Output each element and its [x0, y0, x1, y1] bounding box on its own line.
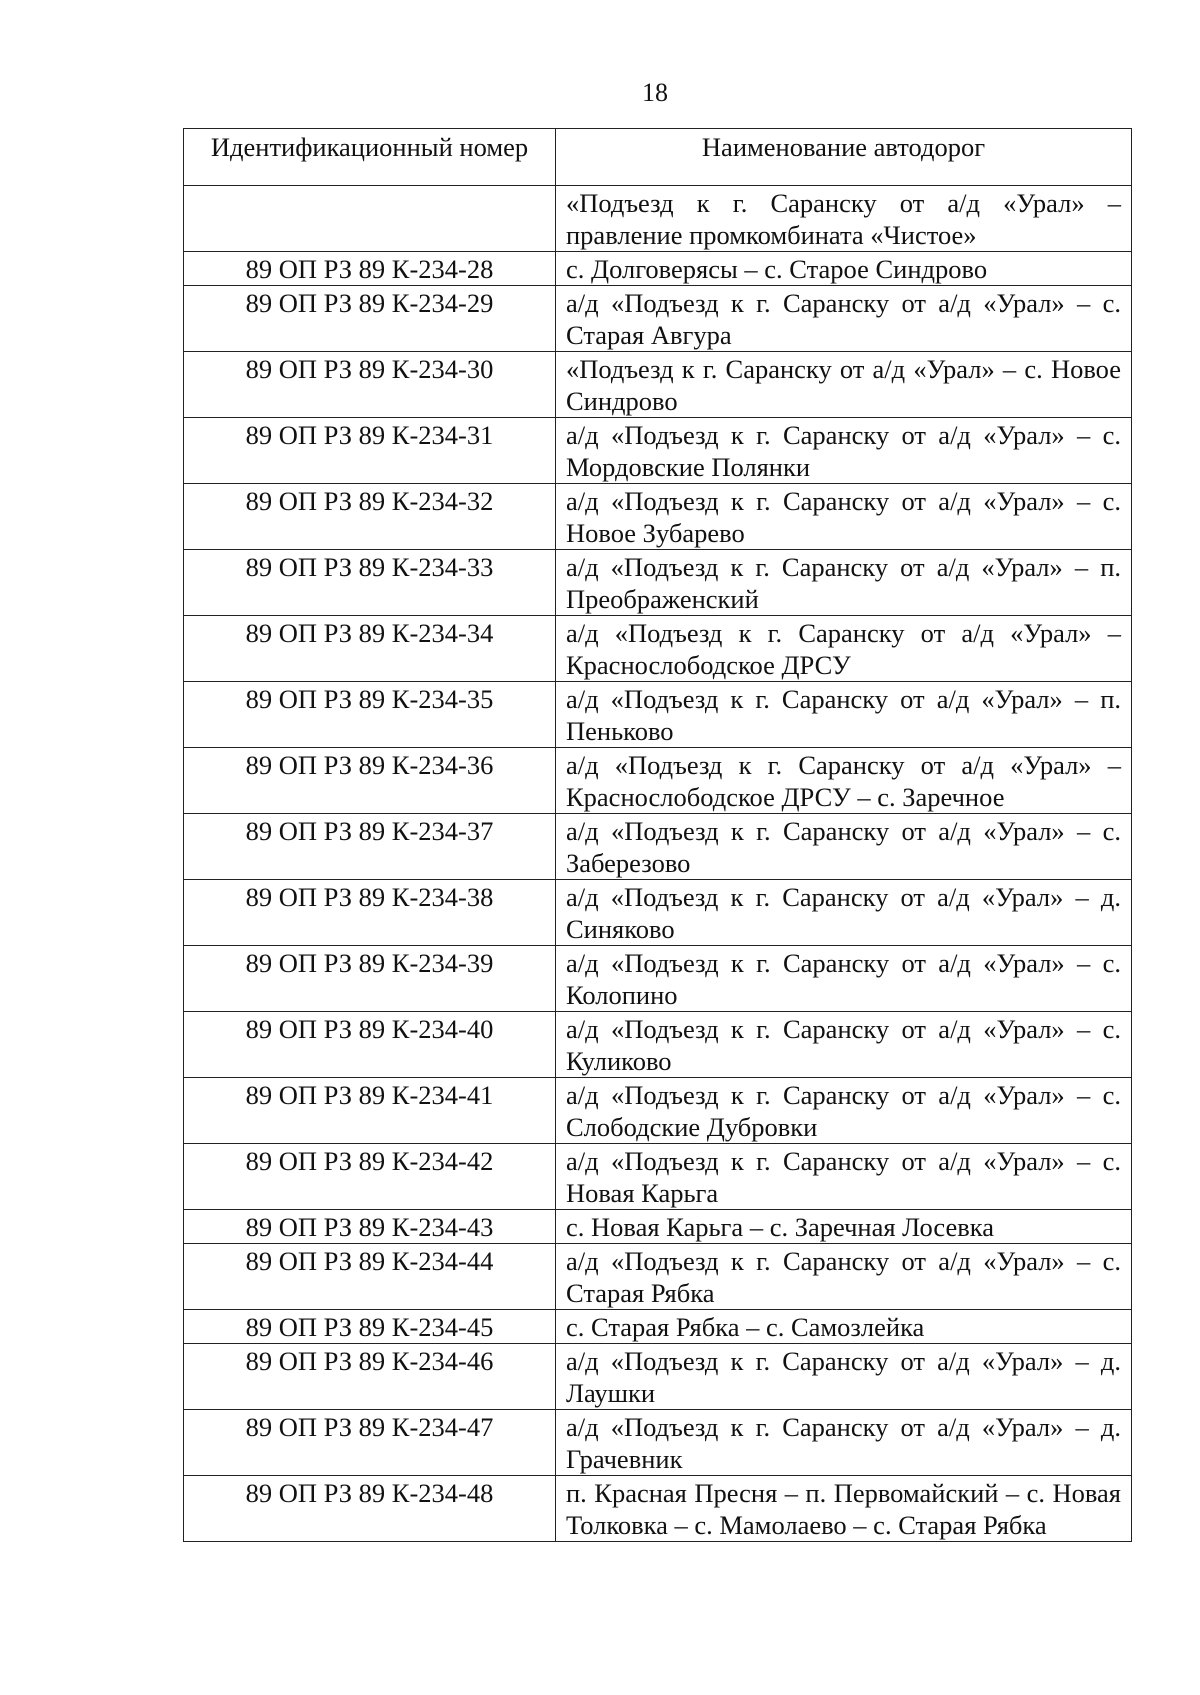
road-name-cell: а/д «Подъезд к г. Саранску от а/д «Урал» – с. Куликово	[556, 1012, 1132, 1078]
road-id-cell: 89 ОП РЗ 89 К-234-32	[184, 484, 556, 550]
road-name-cell: а/д «Подъезд к г. Саранску от а/д «Урал» – д. Лаушки	[556, 1344, 1132, 1410]
table-row	[184, 1012, 1132, 1078]
table-row	[184, 484, 1132, 550]
header-identification-number: Идентификационный номер	[184, 129, 556, 186]
road-name-cell: а/д «Подъезд к г. Саранску от а/д «Урал» – с. Заберезово	[556, 814, 1132, 880]
road-name-cell: а/д «Подъезд к г. Саранску от а/д «Урал» – с. Новое Зубарево	[556, 484, 1132, 550]
road-id-cell: 89 ОП РЗ 89 К-234-39	[184, 946, 556, 1012]
road-id-cell: 89 ОП РЗ 89 К-234-33	[184, 550, 556, 616]
road-name-cell: с. Долговерясы – с. Старое Синдрово	[556, 252, 1132, 286]
road-name-cell: а/д «Подъезд к г. Саранску от а/д «Урал» – Краснослободское ДРСУ	[556, 616, 1132, 682]
road-id-cell: 89 ОП РЗ 89 К-234-36	[184, 748, 556, 814]
road-id-cell: 89 ОП РЗ 89 К-234-28	[184, 252, 556, 286]
road-id-cell: 89 ОП РЗ 89 К-234-29	[184, 286, 556, 352]
road-id-cell: 89 ОП РЗ 89 К-234-31	[184, 418, 556, 484]
road-id-cell: 89 ОП РЗ 89 К-234-45	[184, 1310, 556, 1344]
road-name-cell: а/д «Подъезд к г. Саранску от а/д «Урал» – с. Мордовские Полянки	[556, 418, 1132, 484]
page-number: 18	[642, 78, 668, 107]
header-road-name: Наименование автодорог	[556, 129, 1132, 186]
road-name-cell: а/д «Подъезд к г. Саранску от а/д «Урал» – с. Колопино	[556, 946, 1132, 1012]
road-name-cell: «Подъезд к г. Саранску от а/д «Урал» – правление промкомбината «Чистое»	[556, 186, 1132, 252]
road-id-cell: 89 ОП РЗ 89 К-234-35	[184, 682, 556, 748]
road-id-cell: 89 ОП РЗ 89 К-234-41	[184, 1078, 556, 1144]
road-name-cell: а/д «Подъезд к г. Саранску от а/д «Урал» – с. Старая Рябка	[556, 1244, 1132, 1310]
table-row	[184, 1078, 1132, 1144]
road-id-cell: 89 ОП РЗ 89 К-234-42	[184, 1144, 556, 1210]
road-name-cell: а/д «Подъезд к г. Саранску от а/д «Урал» – с. Новая Карьга	[556, 1144, 1132, 1210]
road-name-cell: а/д «Подъезд к г. Саранску от а/д «Урал» – с. Старая Авгура	[556, 286, 1132, 352]
table-row	[184, 186, 1132, 252]
table-row	[184, 682, 1132, 748]
road-name-cell: а/д «Подъезд к г. Саранску от а/д «Урал» – д. Синяково	[556, 880, 1132, 946]
road-id-cell: 89 ОП РЗ 89 К-234-43	[184, 1210, 556, 1244]
road-name-cell: а/д «Подъезд к г. Саранску от а/д «Урал» – Краснослободское ДРСУ – с. Заречное	[556, 748, 1132, 814]
table-row	[184, 1344, 1132, 1410]
table-row	[184, 1210, 1132, 1244]
table-body	[184, 186, 1132, 1542]
road-name-cell: а/д «Подъезд к г. Саранску от а/д «Урал» – п. Преображенский	[556, 550, 1132, 616]
road-name-cell: а/д «Подъезд к г. Саранску от а/д «Урал» – п. Пеньково	[556, 682, 1132, 748]
table-row	[184, 352, 1132, 418]
table-row	[184, 946, 1132, 1012]
table-row	[184, 1410, 1132, 1476]
road-name-cell: а/д «Подъезд к г. Саранску от а/д «Урал» – д. Грачевник	[556, 1410, 1132, 1476]
roads-table	[183, 128, 1132, 1542]
road-name-cell: с. Старая Рябка – с. Самозлейка	[556, 1310, 1132, 1344]
road-id-cell	[184, 186, 556, 252]
road-id-cell: 89 ОП РЗ 89 К-234-38	[184, 880, 556, 946]
table-row	[184, 550, 1132, 616]
table-row	[184, 1244, 1132, 1310]
road-id-cell: 89 ОП РЗ 89 К-234-37	[184, 814, 556, 880]
road-id-cell: 89 ОП РЗ 89 К-234-30	[184, 352, 556, 418]
table-row	[184, 286, 1132, 352]
road-name-cell: с. Новая Карьга – с. Заречная Лосевка	[556, 1210, 1132, 1244]
road-id-cell: 89 ОП РЗ 89 К-234-34	[184, 616, 556, 682]
table-row	[184, 1476, 1132, 1542]
table-row	[184, 814, 1132, 880]
table-row	[184, 616, 1132, 682]
road-name-cell: п. Красная Пресня – п. Первомайский – с. Новая Толковка – с. Мамолаево – с. Старая Рябка	[556, 1476, 1132, 1542]
road-id-cell: 89 ОП РЗ 89 К-234-48	[184, 1476, 556, 1542]
road-id-cell: 89 ОП РЗ 89 К-234-44	[184, 1244, 556, 1310]
table-row	[184, 1310, 1132, 1344]
road-name-cell: «Подъезд к г. Саранску от а/д «Урал» – с. Новое Синдрово	[556, 352, 1132, 418]
table-row	[184, 418, 1132, 484]
table-header-row	[184, 129, 1132, 186]
road-id-cell: 89 ОП РЗ 89 К-234-40	[184, 1012, 556, 1078]
road-name-cell: а/д «Подъезд к г. Саранску от а/д «Урал» – с. Слободские Дубровки	[556, 1078, 1132, 1144]
table-row	[184, 748, 1132, 814]
table-row	[184, 880, 1132, 946]
table-row	[184, 252, 1132, 286]
road-id-cell: 89 ОП РЗ 89 К-234-46	[184, 1344, 556, 1410]
road-id-cell: 89 ОП РЗ 89 К-234-47	[184, 1410, 556, 1476]
table-row	[184, 1144, 1132, 1210]
